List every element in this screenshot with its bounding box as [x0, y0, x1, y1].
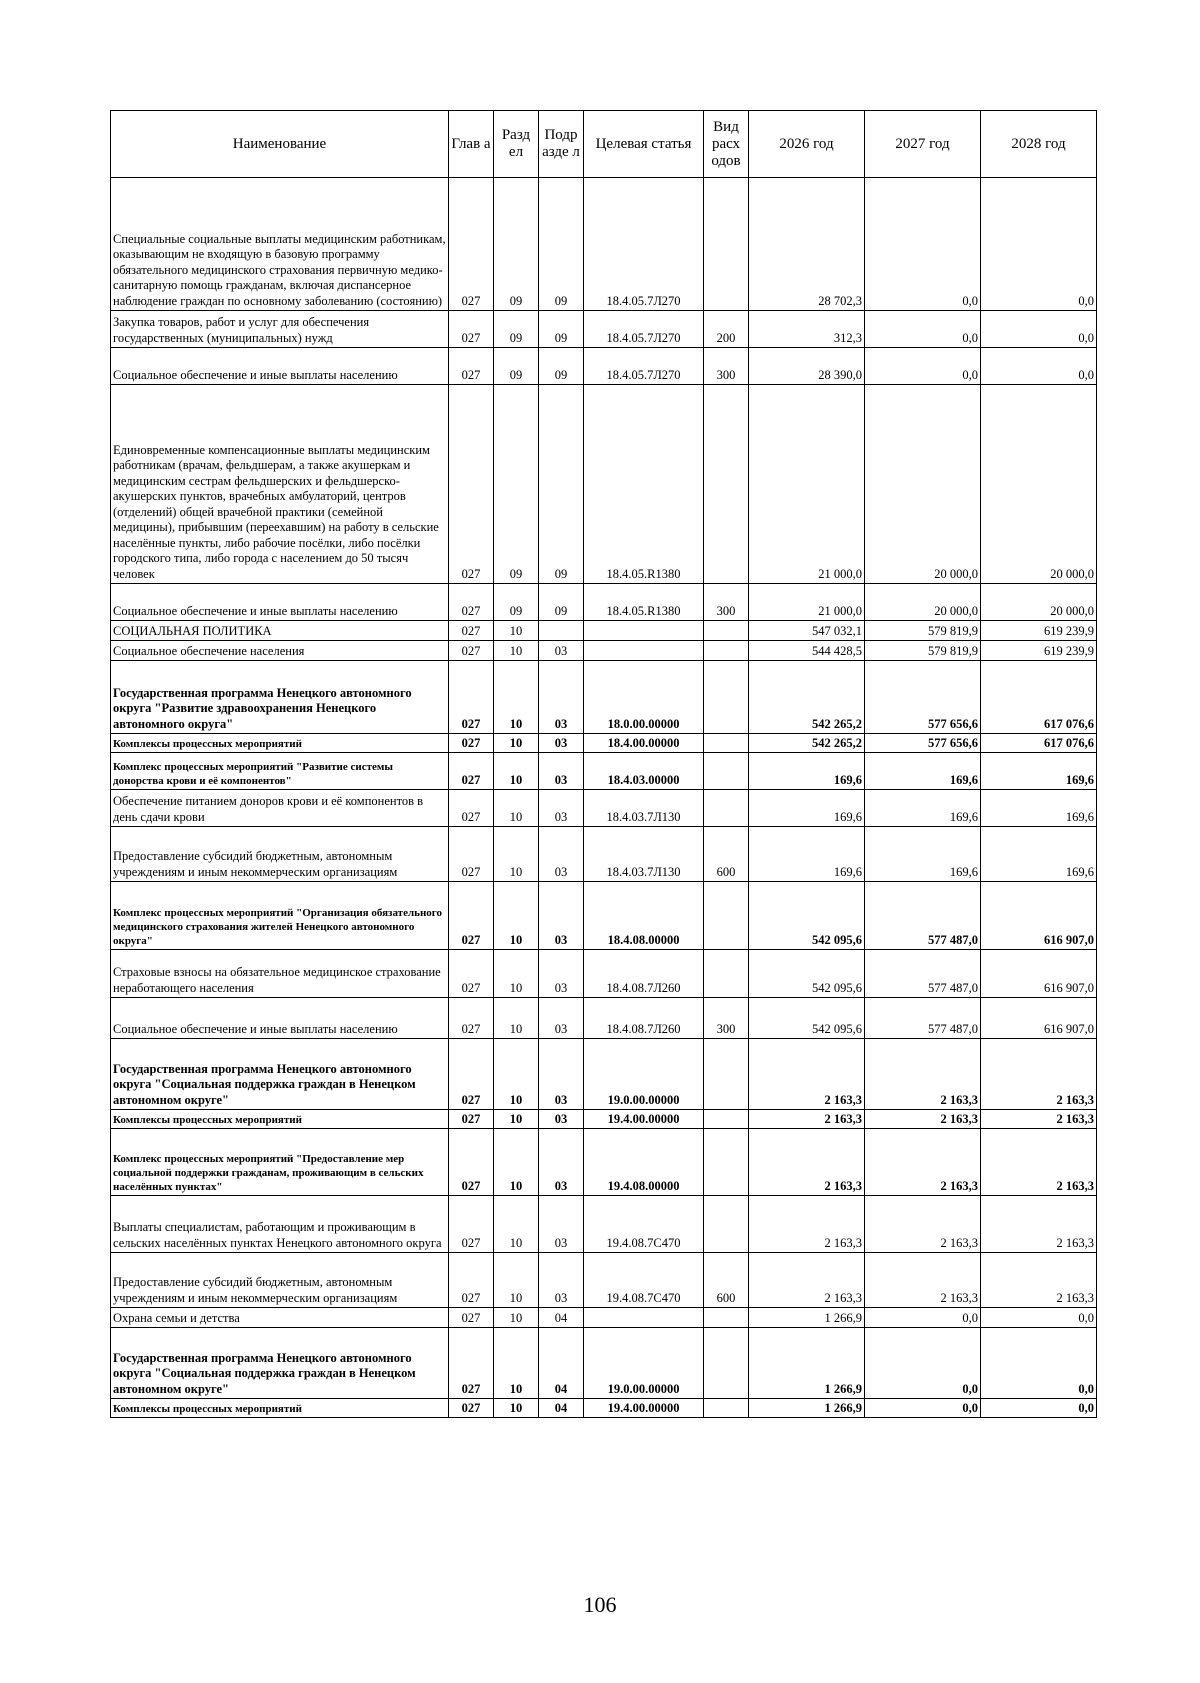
amount-2028-cell: 619 239,9	[981, 641, 1097, 661]
amount-2026-cell: 2 163,3	[749, 1110, 865, 1129]
amount-2027-cell: 577 487,0	[865, 882, 981, 950]
amount-2028-cell: 617 076,6	[981, 734, 1097, 753]
amount-2028-cell: 0,0	[981, 348, 1097, 385]
amount-2026-cell: 2 163,3	[749, 1039, 865, 1110]
glava-cell: 027	[449, 1308, 494, 1328]
glava-cell: 027	[449, 641, 494, 661]
target-article-cell: 19.4.00.00000	[584, 1399, 704, 1418]
target-article-cell: 18.4.05.7Л270	[584, 348, 704, 385]
glava-cell: 027	[449, 348, 494, 385]
target-article-cell: 19.4.08.7С470	[584, 1196, 704, 1253]
amount-2027-cell: 0,0	[865, 348, 981, 385]
razdel-cell: 10	[494, 753, 539, 790]
razdel-cell: 09	[494, 178, 539, 311]
amount-2028-cell: 169,6	[981, 790, 1097, 827]
table-row	[111, 1196, 1097, 1253]
amount-2026-cell: 1 266,9	[749, 1308, 865, 1328]
row-name-cell: Единовременные компенсационные выплаты медицинским работникам (врачам, фельдшерам, а также акушеркам и медицинским сестрам фельдшерских и фельдшерско-акушерских пунктов, врачебных амбулаторий, центров (отделений) общей врачебной практики (семейной медицины), прибывшим (переехавшим) на работу в сельские населённые пункты, либо рабочие посёлки, либо посёлки городского типа, либо города с населением до 50 тысяч человек	[111, 385, 449, 584]
glava-cell: 027	[449, 385, 494, 584]
row-name-cell: Выплаты специалистам, работающим и проживающим в сельских населённых пунктах Ненецкого автономного округа	[111, 1196, 449, 1253]
podrazdel-cell: 09	[539, 348, 584, 385]
amount-2027-cell: 2 163,3	[865, 1039, 981, 1110]
table-row	[111, 1399, 1097, 1418]
razdel-cell: 10	[494, 1196, 539, 1253]
amount-2027-cell: 20 000,0	[865, 584, 981, 621]
target-article-cell: 18.4.05.7Л270	[584, 311, 704, 348]
razdel-cell: 10	[494, 950, 539, 998]
podrazdel-cell: 09	[539, 385, 584, 584]
table-row	[111, 882, 1097, 950]
amount-2027-cell: 0,0	[865, 1399, 981, 1418]
expense-type-cell	[704, 178, 749, 311]
row-name-cell: Предоставление субсидий бюджетным, автономным учреждениям и иным некоммерческим организациям	[111, 827, 449, 882]
razdel-cell: 10	[494, 1129, 539, 1196]
razdel-cell: 09	[494, 584, 539, 621]
amount-2028-cell: 616 907,0	[981, 950, 1097, 998]
podrazdel-cell: 03	[539, 661, 584, 734]
podrazdel-cell: 03	[539, 1110, 584, 1129]
glava-cell: 027	[449, 753, 494, 790]
podrazdel-cell: 03	[539, 734, 584, 753]
table-row	[111, 790, 1097, 827]
header-podrazdel: Подр азде л	[539, 111, 584, 178]
amount-2026-cell: 2 163,3	[749, 1253, 865, 1308]
glava-cell: 027	[449, 311, 494, 348]
podrazdel-cell: 09	[539, 178, 584, 311]
target-article-cell: 18.4.03.00000	[584, 753, 704, 790]
amount-2026-cell: 21 000,0	[749, 584, 865, 621]
expense-type-cell	[704, 1196, 749, 1253]
table-header-row	[111, 111, 1097, 178]
amount-2028-cell: 20 000,0	[981, 584, 1097, 621]
header-2028: 2028 год	[981, 111, 1097, 178]
glava-cell: 027	[449, 827, 494, 882]
row-name-cell: Комплексы процессных мероприятий	[111, 1110, 449, 1129]
row-name-cell: Специальные социальные выплаты медицинским работникам, оказывающим не входящую в базовую программу обязательного медицинского страхования первичную медико-санитарную помощь гражданам, включая диспансерное наблюдение граждан по основному заболеванию (состоянию)	[111, 178, 449, 311]
expense-type-cell	[704, 385, 749, 584]
table-row	[111, 827, 1097, 882]
podrazdel-cell: 03	[539, 1039, 584, 1110]
target-article-cell	[584, 641, 704, 661]
razdel-cell: 10	[494, 734, 539, 753]
row-name-cell: СОЦИАЛЬНАЯ ПОЛИТИКА	[111, 621, 449, 641]
amount-2027-cell: 0,0	[865, 1328, 981, 1399]
expense-type-cell: 300	[704, 584, 749, 621]
razdel-cell: 10	[494, 1328, 539, 1399]
target-article-cell: 18.4.00.00000	[584, 734, 704, 753]
razdel-cell: 10	[494, 1308, 539, 1328]
expense-type-cell	[704, 621, 749, 641]
podrazdel-cell: 03	[539, 641, 584, 661]
expense-type-cell	[704, 1308, 749, 1328]
amount-2027-cell: 577 656,6	[865, 661, 981, 734]
amount-2026-cell: 169,6	[749, 827, 865, 882]
expense-type-cell	[704, 1129, 749, 1196]
table-row	[111, 753, 1097, 790]
amount-2027-cell: 0,0	[865, 1308, 981, 1328]
amount-2028-cell: 0,0	[981, 1308, 1097, 1328]
table-row	[111, 1253, 1097, 1308]
glava-cell: 027	[449, 950, 494, 998]
glava-cell: 027	[449, 1328, 494, 1399]
target-article-cell: 18.4.08.7Л260	[584, 998, 704, 1039]
table-row	[111, 734, 1097, 753]
podrazdel-cell	[539, 621, 584, 641]
glava-cell: 027	[449, 1129, 494, 1196]
amount-2027-cell: 169,6	[865, 753, 981, 790]
glava-cell: 027	[449, 734, 494, 753]
table-row	[111, 178, 1097, 311]
glava-cell: 027	[449, 998, 494, 1039]
amount-2028-cell: 0,0	[981, 178, 1097, 311]
amount-2026-cell: 547 032,1	[749, 621, 865, 641]
table-body	[111, 178, 1097, 1418]
expense-type-cell: 200	[704, 311, 749, 348]
amount-2026-cell: 21 000,0	[749, 385, 865, 584]
razdel-cell: 10	[494, 1039, 539, 1110]
row-name-cell: Закупка товаров, работ и услуг для обеспечения государственных (муниципальных) нужд	[111, 311, 449, 348]
table-row	[111, 1039, 1097, 1110]
target-article-cell: 18.4.08.00000	[584, 882, 704, 950]
podrazdel-cell: 04	[539, 1308, 584, 1328]
amount-2028-cell: 0,0	[981, 311, 1097, 348]
expense-type-cell	[704, 790, 749, 827]
row-name-cell: Страховые взносы на обязательное медицинское страхование неработающего населения	[111, 950, 449, 998]
razdel-cell: 09	[494, 348, 539, 385]
podrazdel-cell: 09	[539, 584, 584, 621]
table-row	[111, 311, 1097, 348]
amount-2028-cell: 2 163,3	[981, 1039, 1097, 1110]
page-number: 106	[583, 1592, 617, 1617]
expense-type-cell	[704, 950, 749, 998]
amount-2027-cell: 0,0	[865, 178, 981, 311]
glava-cell: 027	[449, 790, 494, 827]
podrazdel-cell: 04	[539, 1328, 584, 1399]
razdel-cell: 10	[494, 661, 539, 734]
podrazdel-cell: 03	[539, 950, 584, 998]
amount-2026-cell: 542 265,2	[749, 661, 865, 734]
target-article-cell	[584, 621, 704, 641]
amount-2026-cell: 542 095,6	[749, 998, 865, 1039]
row-name-cell: Социальное обеспечение населения	[111, 641, 449, 661]
glava-cell: 027	[449, 584, 494, 621]
amount-2028-cell: 2 163,3	[981, 1253, 1097, 1308]
amount-2028-cell: 619 239,9	[981, 621, 1097, 641]
glava-cell: 027	[449, 1253, 494, 1308]
razdel-cell: 09	[494, 311, 539, 348]
table-row	[111, 998, 1097, 1039]
amount-2028-cell: 0,0	[981, 1399, 1097, 1418]
amount-2028-cell: 0,0	[981, 1328, 1097, 1399]
amount-2027-cell: 2 163,3	[865, 1196, 981, 1253]
amount-2027-cell: 169,6	[865, 827, 981, 882]
razdel-cell: 10	[494, 1399, 539, 1418]
amount-2027-cell: 2 163,3	[865, 1110, 981, 1129]
row-name-cell: Обеспечение питанием доноров крови и её компонентов в день сдачи крови	[111, 790, 449, 827]
table-row	[111, 1110, 1097, 1129]
razdel-cell: 10	[494, 621, 539, 641]
amount-2028-cell: 169,6	[981, 753, 1097, 790]
amount-2028-cell: 2 163,3	[981, 1129, 1097, 1196]
razdel-cell: 09	[494, 385, 539, 584]
header-name: Наименование	[111, 111, 449, 178]
amount-2026-cell: 542 095,6	[749, 950, 865, 998]
amount-2028-cell: 2 163,3	[981, 1196, 1097, 1253]
amount-2028-cell: 616 907,0	[981, 998, 1097, 1039]
expense-type-cell	[704, 641, 749, 661]
expense-type-cell	[704, 1110, 749, 1129]
razdel-cell: 10	[494, 790, 539, 827]
amount-2027-cell: 169,6	[865, 790, 981, 827]
expense-type-cell	[704, 753, 749, 790]
table-row	[111, 950, 1097, 998]
table-row	[111, 661, 1097, 734]
razdel-cell: 10	[494, 1110, 539, 1129]
expense-type-cell	[704, 734, 749, 753]
amount-2026-cell: 169,6	[749, 753, 865, 790]
podrazdel-cell: 03	[539, 1196, 584, 1253]
amount-2027-cell: 0,0	[865, 311, 981, 348]
target-article-cell: 18.4.05.7Л270	[584, 178, 704, 311]
table-row	[111, 621, 1097, 641]
row-name-cell: Комплекс процессных мероприятий "Организация обязательного медицинского страхования жителей Ненецкого автономного округа"	[111, 882, 449, 950]
glava-cell: 027	[449, 661, 494, 734]
podrazdel-cell: 03	[539, 998, 584, 1039]
amount-2028-cell: 617 076,6	[981, 661, 1097, 734]
glava-cell: 027	[449, 1399, 494, 1418]
table-row	[111, 348, 1097, 385]
header-target-article: Целевая статья	[584, 111, 704, 178]
amount-2026-cell: 169,6	[749, 790, 865, 827]
target-article-cell: 19.4.08.7С470	[584, 1253, 704, 1308]
row-name-cell: Предоставление субсидий бюджетным, автономным учреждениям и иным некоммерческим организациям	[111, 1253, 449, 1308]
amount-2027-cell: 579 819,9	[865, 621, 981, 641]
podrazdel-cell: 03	[539, 827, 584, 882]
glava-cell: 027	[449, 882, 494, 950]
podrazdel-cell: 03	[539, 790, 584, 827]
podrazdel-cell: 03	[539, 1253, 584, 1308]
glava-cell: 027	[449, 1039, 494, 1110]
podrazdel-cell: 03	[539, 753, 584, 790]
amount-2028-cell: 2 163,3	[981, 1110, 1097, 1129]
row-name-cell: Социальное обеспечение и иные выплаты населению	[111, 998, 449, 1039]
glava-cell: 027	[449, 178, 494, 311]
amount-2027-cell: 579 819,9	[865, 641, 981, 661]
razdel-cell: 10	[494, 998, 539, 1039]
amount-2028-cell: 169,6	[981, 827, 1097, 882]
glava-cell: 027	[449, 1196, 494, 1253]
expense-type-cell	[704, 1039, 749, 1110]
expense-type-cell	[704, 882, 749, 950]
podrazdel-cell: 09	[539, 311, 584, 348]
target-article-cell: 19.0.00.00000	[584, 1328, 704, 1399]
target-article-cell	[584, 1308, 704, 1328]
expense-type-cell: 600	[704, 1253, 749, 1308]
row-name-cell: Комплекс процессных мероприятий "Развитие системы донорства крови и её компонентов"	[111, 753, 449, 790]
budget-table	[110, 110, 1097, 1418]
row-name-cell: Комплекс процессных мероприятий "Предоставление мер социальной поддержки гражданам, проживающим в сельских населённых пунктах"	[111, 1129, 449, 1196]
razdel-cell: 10	[494, 1253, 539, 1308]
amount-2027-cell: 2 163,3	[865, 1129, 981, 1196]
expense-type-cell: 300	[704, 998, 749, 1039]
table-row	[111, 641, 1097, 661]
expense-type-cell	[704, 1399, 749, 1418]
target-article-cell: 18.4.03.7Л130	[584, 790, 704, 827]
amount-2027-cell: 577 487,0	[865, 950, 981, 998]
amount-2026-cell: 2 163,3	[749, 1129, 865, 1196]
razdel-cell: 10	[494, 882, 539, 950]
amount-2026-cell: 544 428,5	[749, 641, 865, 661]
table-row	[111, 584, 1097, 621]
expense-type-cell: 600	[704, 827, 749, 882]
header-2027: 2027 год	[865, 111, 981, 178]
podrazdel-cell: 04	[539, 1399, 584, 1418]
expense-type-cell: 300	[704, 348, 749, 385]
amount-2028-cell: 616 907,0	[981, 882, 1097, 950]
row-name-cell: Охрана семьи и детства	[111, 1308, 449, 1328]
amount-2026-cell: 2 163,3	[749, 1196, 865, 1253]
glava-cell: 027	[449, 621, 494, 641]
target-article-cell: 18.4.08.7Л260	[584, 950, 704, 998]
row-name-cell: Социальное обеспечение и иные выплаты населению	[111, 584, 449, 621]
razdel-cell: 10	[494, 827, 539, 882]
target-article-cell: 18.4.05.R1380	[584, 584, 704, 621]
expense-type-cell	[704, 1328, 749, 1399]
header-2026: 2026 год	[749, 111, 865, 178]
podrazdel-cell: 03	[539, 1129, 584, 1196]
amount-2026-cell: 28 702,3	[749, 178, 865, 311]
table-row	[111, 1308, 1097, 1328]
podrazdel-cell: 03	[539, 882, 584, 950]
razdel-cell: 10	[494, 641, 539, 661]
row-name-cell: Государственная программа Ненецкого автономного округа "Социальная поддержка граждан в Ненецком автономном округе"	[111, 1039, 449, 1110]
target-article-cell: 19.4.08.00000	[584, 1129, 704, 1196]
target-article-cell: 18.4.03.7Л130	[584, 827, 704, 882]
amount-2026-cell: 312,3	[749, 311, 865, 348]
amount-2026-cell: 542 265,2	[749, 734, 865, 753]
budget-sheet	[110, 110, 1096, 1418]
row-name-cell: Государственная программа Ненецкого автономного округа "Развитие здравоохранения Ненецкого автономного округа"	[111, 661, 449, 734]
amount-2026-cell: 542 095,6	[749, 882, 865, 950]
target-article-cell: 18.4.05.R1380	[584, 385, 704, 584]
row-name-cell: Государственная программа Ненецкого автономного округа "Социальная поддержка граждан в Ненецком автономном округе"	[111, 1328, 449, 1399]
amount-2027-cell: 2 163,3	[865, 1253, 981, 1308]
glava-cell: 027	[449, 1110, 494, 1129]
target-article-cell: 19.0.00.00000	[584, 1039, 704, 1110]
header-glava: Глав а	[449, 111, 494, 178]
table-row	[111, 1328, 1097, 1399]
amount-2027-cell: 20 000,0	[865, 385, 981, 584]
table-row	[111, 1129, 1097, 1196]
expense-type-cell	[704, 661, 749, 734]
amount-2028-cell: 20 000,0	[981, 385, 1097, 584]
target-article-cell: 19.4.00.00000	[584, 1110, 704, 1129]
header-razdel: Разд ел	[494, 111, 539, 178]
row-name-cell: Социальное обеспечение и иные выплаты населению	[111, 348, 449, 385]
target-article-cell: 18.0.00.00000	[584, 661, 704, 734]
row-name-cell: Комплексы процессных мероприятий	[111, 734, 449, 753]
table-row	[111, 385, 1097, 584]
amount-2027-cell: 577 656,6	[865, 734, 981, 753]
amount-2026-cell: 1 266,9	[749, 1328, 865, 1399]
amount-2026-cell: 28 390,0	[749, 348, 865, 385]
amount-2027-cell: 577 487,0	[865, 998, 981, 1039]
amount-2026-cell: 1 266,9	[749, 1399, 865, 1418]
row-name-cell: Комплексы процессных мероприятий	[111, 1399, 449, 1418]
header-expense-type: Вид расх одов	[704, 111, 749, 178]
